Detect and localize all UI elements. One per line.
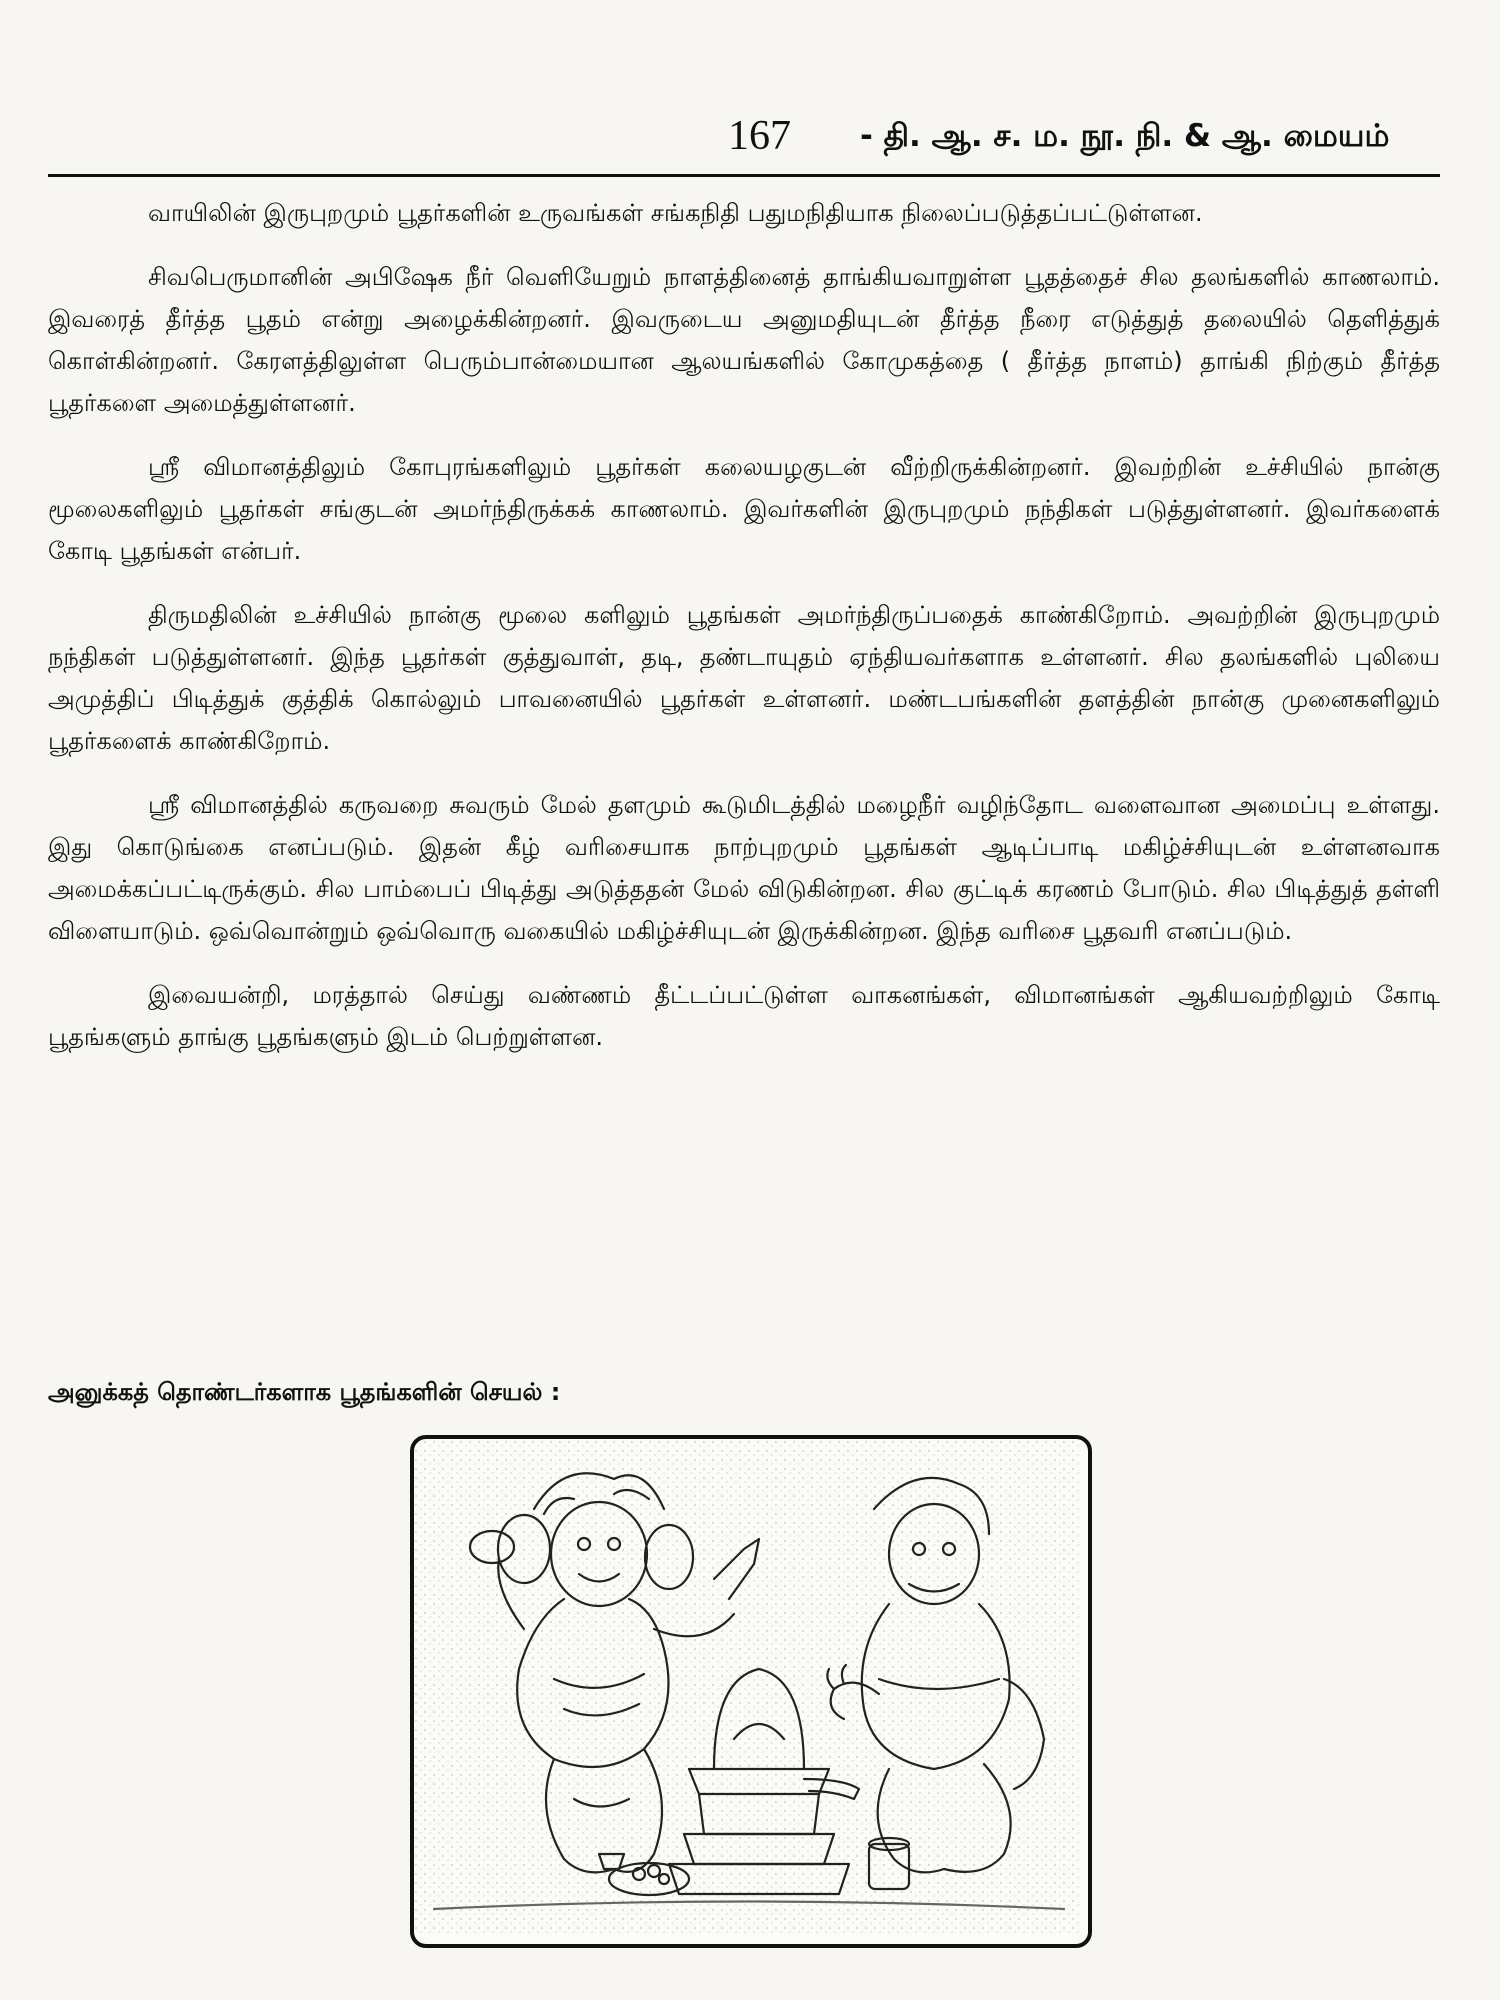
running-head: - தி. ஆ. ச. ம. நூ. நி. & ஆ. மையம் <box>860 118 1390 154</box>
paragraph-3: ஸ்ரீ விமானத்திலும் கோபுரங்களிலும் பூதர்கள் கலையழகுடன் வீற்றிருக்கின்றனர். இவற்றின் உச்சியில் நான்கு மூலைகளிலும் பூதர்கள் சங்குடன் அமர்ந்திருக்கக் காணலாம். இவர்களின் இருபுறமும் நந்திகள் படுத்துள்ளனர். இவர்களைக் கோடி பூதங்கள் என்பர். <box>48 453 1440 565</box>
paragraph-2: சிவபெருமானின் அபிஷேக நீர் வெளியேறும் நாளத்தினைத் தாங்கியவாறுள்ள பூதத்தைச் சில தலங்களில் காணலாம். இவரைத் தீர்த்த பூதம் என்று அழைக்கின்றனர். இவருடைய அனுமதியுடன் தீர்த்த நீரை எடுத்துத் தலையில் தெளித்துக் கொள்கின்றனர். கேரளத்திலுள்ள பெரும்பான்மையான ஆலயங்களில் கோமுகத்தை ( தீர்த்த நாளம்) தாங்கி நிற்கும் தீர்த்த பூதர்களை அமைத்துள்ளனர். <box>48 263 1440 417</box>
paragraph-5: ஸ்ரீ விமானத்தில் கருவறை சுவரும் மேல் தளமும் கூடுமிடத்தில் மழைநீர் வழிந்தோட வளைவான அமைப்பு உள்ளது. இது கொடுங்கை எனப்படும். இதன் கீழ் வரிசையாக நாற்புறமும் பூதங்கள் ஆடிப்பாடி மகிழ்ச்சியுடன் உள்ளனவாக அமைக்கப்பட்டிருக்கும். சில பாம்பைப் பிடித்து அடுத்ததன் மேல் விடுகின்றன. சில குட்டிக் கரணம் போடும். சில பிடித்துத் தள்ளி விளையாடும். ஒவ்வொன்றும் ஒவ்வொரு வகையில் மகிழ்ச்சியுடன் இருக்கின்றன. இந்த வரிசை பூதவரி எனப்படும். <box>48 791 1440 945</box>
paragraph-4: திருமதிலின் உச்சியில் நான்கு மூலை களிலும் பூதங்கள் அமர்ந்திருப்பதைக் காண்கிறோம். அவற்றின் இருபுறமும் நந்திகள் படுத்துள்ளனர். இந்த பூதர்கள் குத்துவாள், தடி, தண்டாயுதம் ஏந்தியவர்களாக உள்ளனர். சில தலங்களில் புலியை அமுத்திப் பிடித்துக் குத்திக் கொல்லும் பாவனையில் பூதர்கள் உள்ளனர். மண்டபங்களின் தளத்தின் நான்கு முனைகளிலும் பூதர்களைக் காண்கிறோம். <box>48 601 1440 755</box>
paragraph-1: வாயிலின் இருபுறமும் பூதர்களின் உருவங்கள் சங்கநிதி பதுமநிதியாக நிலைப்படுத்தப்பட்டுள்ளன. <box>148 199 1203 227</box>
body-text <box>48 192 1440 1080</box>
section-heading: அனுக்கத் தொண்டர்களாக பூதங்களின் செயல் : <box>48 1378 561 1406</box>
bhuta-lingam-drawing <box>414 1439 1080 1936</box>
page-number: 167 <box>728 113 791 159</box>
paragraph-6: இவையன்றி, மரத்தால் செய்து வண்ணம் தீட்டப்பட்டுள்ள வாகனங்கள், விமானங்கள் ஆகியவற்றிலும் கோடி பூதங்களும் தாங்கு பூதங்களும் இடம் பெற்றுள்ளன. <box>48 981 1440 1051</box>
page-header <box>48 108 1440 177</box>
figure-illustration <box>410 1435 1092 1948</box>
